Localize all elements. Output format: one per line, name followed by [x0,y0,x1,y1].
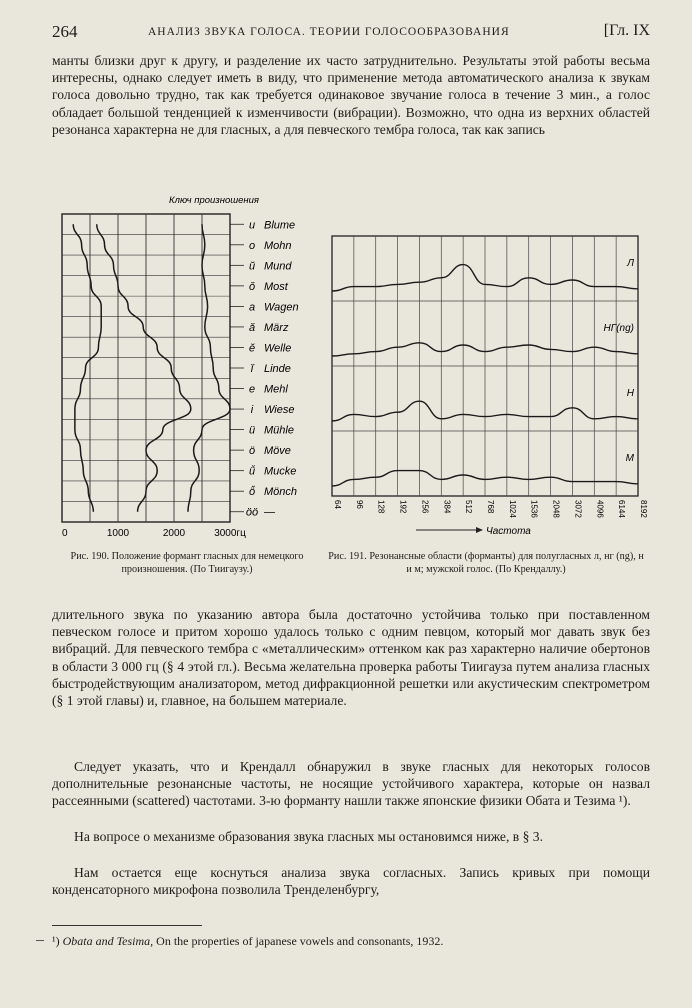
paragraph-2: длительного звука по указанию автора была достаточно устойчива только при поставленном певческом голосе и притом хорошо удалось только с одним певцом, который мог давать звук без вибраций. Для певческого тембра с «металлическим» оттенком как раз характерно наличие обертонов в области 3 000 гц (§ 4 этой гл.). Весьма желательна проверка работы Тиигауза путем анализа гласных быстродействующим анализатором, метод дифракционной решетки или акустическим спектрометром (§ 1 этой главы) и, главное, на большем материале. [52,607,650,709]
row-word: Linde [264,363,291,375]
x-tick-labels [62,528,246,539]
chart-grid [332,236,638,496]
x-axis-label: Частота [486,526,531,537]
x-tick-label: 512 [464,500,474,514]
footnote-text: On the properties of japanese vowels and consonants, 1932. [156,934,444,948]
row-word: Mohn [264,239,292,252]
series-label: Н [626,388,634,399]
row-symbol: o [248,239,256,252]
row-word: — [264,506,275,519]
x-tick-label: 4096 [595,500,605,518]
x-tick-label: 6144 [617,500,627,518]
x-tick-label: 2048 [551,500,561,518]
row-symbol: ŭ [248,260,256,273]
x-tick-label: 64 [333,500,342,509]
figure-190 [52,192,332,548]
row-symbol: ŏ [248,280,256,293]
x-tick-label: 1000 [106,528,130,539]
page-number: 264 [52,22,78,41]
row-symbol: ö̆ [248,486,256,499]
running-title: АНАЛИЗ ЗВУКА ГОЛОСА. ТЕОРИИ ГОЛОСООБРАЗОВАНИЯ [148,26,510,38]
x-tick-labels [333,500,648,518]
paragraph-5: Нам остается еще коснуться анализа звука согласных. Запись кривых при помощи конденсаторного микрофона позволила Тренделенбургу, [52,865,650,898]
series-label: НГ(ng) [603,323,634,334]
row-symbol: a [248,301,256,314]
figure-191-caption: Рис. 191. Резонансные области (форманты) для полугласных л, нг (ng), н и м; мужской голос. (По Крендаллу.) [328,551,644,575]
chapter-label: [Гл. IX [603,22,650,39]
row-word: Möve [264,445,291,458]
formant-position-chart [52,192,332,548]
formant-curve [188,224,230,511]
row-word: Wiese [264,404,295,417]
row-word: Mühle [264,424,294,437]
row-symbol: ă [248,321,256,334]
series-label: Л [627,258,634,269]
paragraph-top: манты близки друг к другу, и разделение их часто затруднительно. Результаты этой работы весьма интересны, однако следует иметь в виду, что применение метода автоматического анализа к звукам голоса довольно трудно, так как требуется одинаковое звучание голоса в течение 3 мин., а голос обладает большой тенденцией к изменчивости (вибрации). Возможно, что одна из верхних областей резонанса характерна не для гласных, а для певческого тембра голоса, так как запись [52,53,650,137]
row-symbol: öö [245,506,259,519]
row-labels [230,219,299,518]
x-tick-label: 3000гц [214,528,246,539]
x-tick-label: 0 [62,528,68,539]
footnote-mark: ¹) [52,934,60,948]
paragraph-3: Следует указать, что и Крендалл обнаружил в звуке гласных для некоторых голосов дополнительные резонансные частоты, не носящие устойчивого характера, которые он назвал рассеянными (scattered) частотами. 3-ю форманту нашли также японские физики Обата и Тезима ¹). [52,759,650,809]
row-word: März [264,321,289,334]
x-tick-label: 128 [376,500,386,514]
x-tick-label: 768 [486,500,495,514]
row-word: Mund [264,260,292,273]
page-header [52,22,650,44]
row-symbol: ĕ [248,342,256,355]
x-tick-label: 384 [442,500,452,514]
footnote-rule [52,925,202,926]
footnote [52,934,650,949]
row-symbol: i [250,404,254,417]
row-word: Most [264,280,288,293]
row-word: Mönch [264,486,298,499]
x-tick-label: 192 [398,500,408,514]
row-word: Welle [264,342,292,355]
formant-curves [73,224,230,511]
paragraph-4: На вопросе о механизме образования звука гласных мы остановимся ниже, в § 3. [74,829,543,844]
formant-curve [97,224,191,511]
arrow-head-icon [476,527,483,533]
x-tick-label: 96 [354,500,364,509]
formant-curve [73,224,101,511]
row-symbol: u [248,219,256,232]
figure-190-caption: Рис. 190. Положение формант гласных для немецкого произношения. (По Тиигаузу.) [70,551,304,575]
resonance-chart [326,228,646,542]
x-tick-label: 3072 [573,500,583,518]
row-symbol: e [248,383,256,396]
margin-mark [36,940,44,941]
row-symbol: ü [248,424,256,437]
row-symbol: ĭ [250,363,254,375]
row-symbol: ö [248,445,256,458]
x-tick-label: 1536 [529,500,539,518]
series-label: М [625,453,634,464]
x-tick-label: 1024 [507,500,517,518]
figure-191 [326,228,646,542]
row-word: Wagen [264,301,299,314]
row-word: Blume [264,219,296,232]
row-symbol: ü̆ [248,465,256,478]
x-tick-label: 256 [420,500,430,514]
footnote-authors: Obata and Tesima, [62,934,154,948]
key-title: Ключ произношения [169,195,259,206]
x-tick-label: 8192 [639,500,648,518]
row-word: Mehl [264,383,288,396]
row-word: Mucke [264,465,297,478]
x-tick-label: 2000 [162,528,186,539]
